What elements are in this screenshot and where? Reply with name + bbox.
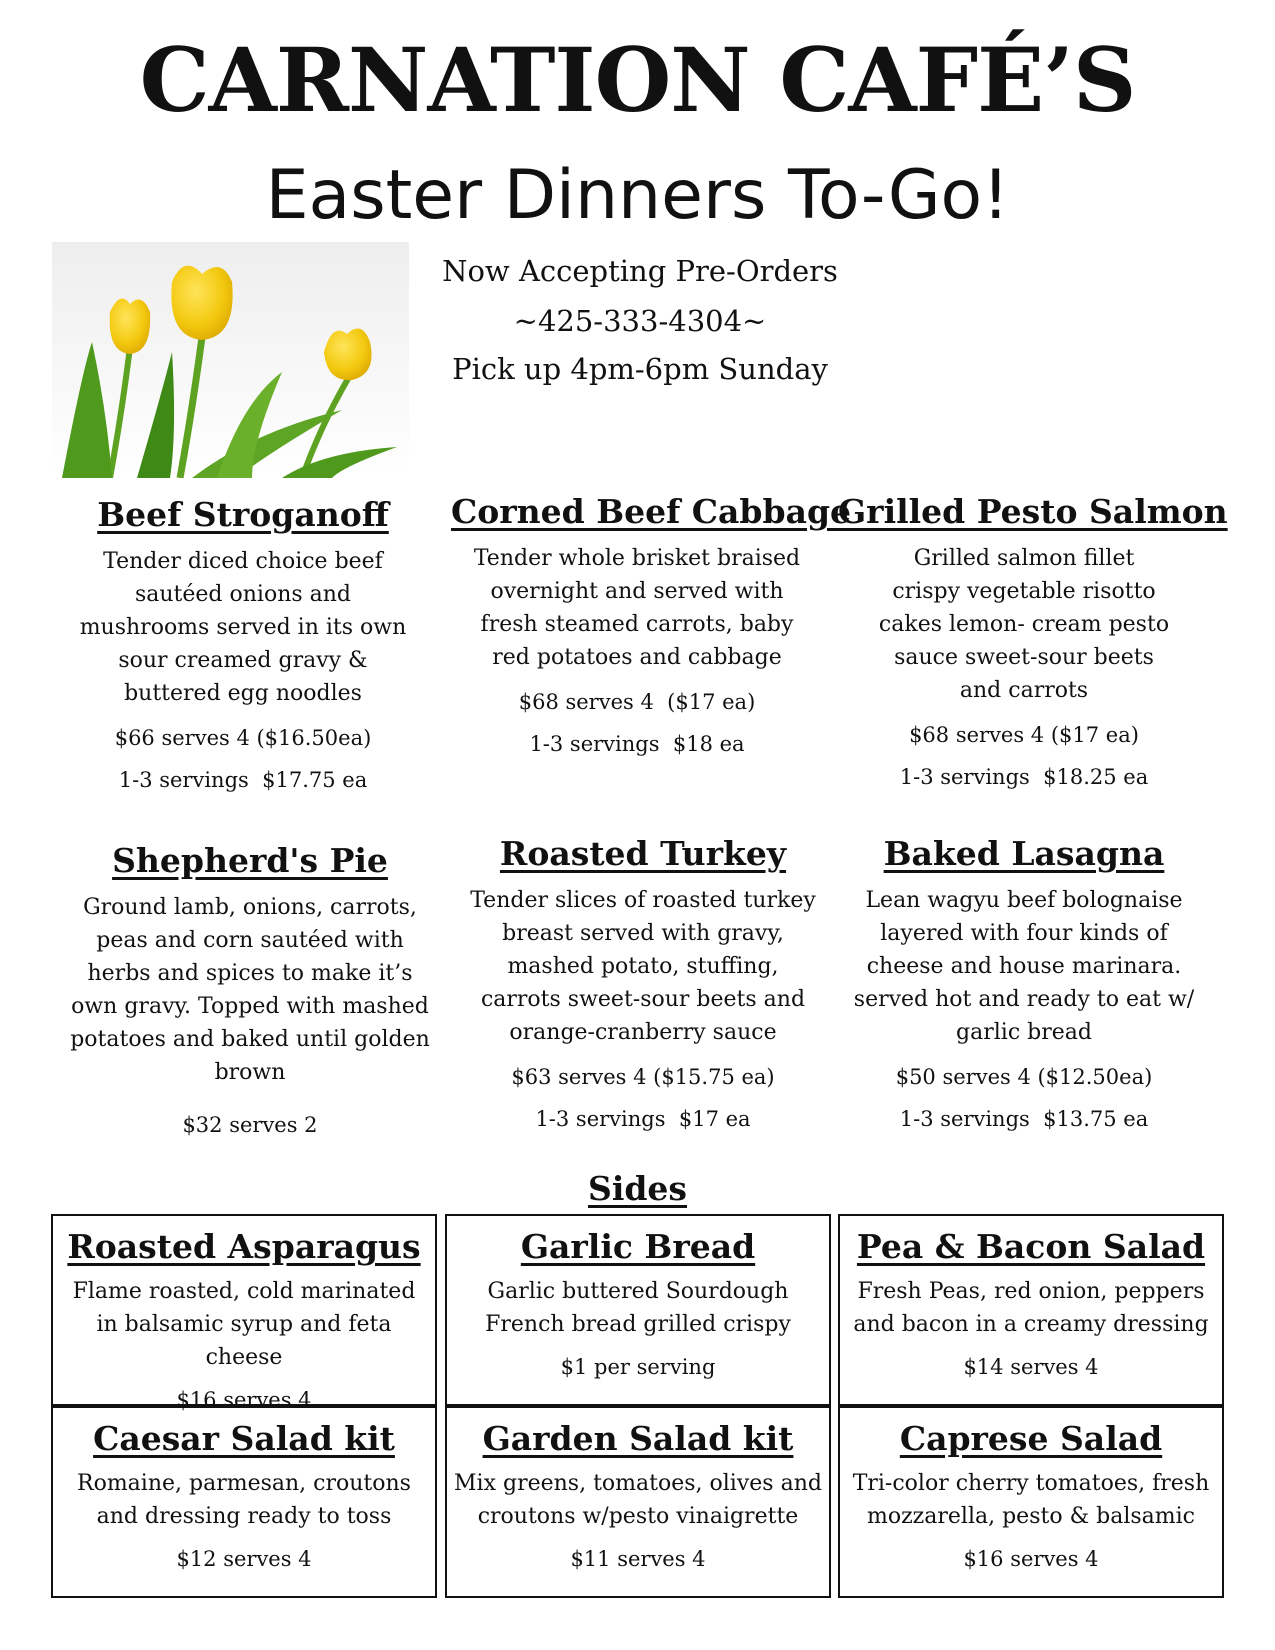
tulips-image: [52, 242, 409, 478]
dinner-price-single: 1-3 servings $18 ea: [529, 732, 745, 757]
dinner-price-single: 1-3 servings $17 ea: [535, 1107, 751, 1132]
side-description: Tri-color cherry tomatoes, fresh mozzarella, pesto & balsamic: [852, 1471, 1210, 1530]
page-title: CARNATION CAFÉ’S: [139, 28, 1136, 132]
dinner-name: Grilled Pesto Salmon: [838, 492, 1228, 531]
dinner-description: Tender whole brisket braised overnight and served with fresh steamed carrots, baby red potatoes and cabbage: [473, 546, 801, 671]
side-item: [838, 1214, 1224, 1406]
side-price: $1 per serving: [560, 1355, 716, 1380]
side-item: [445, 1406, 831, 1598]
side-price: $16 serves 4: [176, 1388, 312, 1413]
dinner-item: [57, 494, 429, 794]
side-price: $12 serves 4: [176, 1547, 312, 1572]
dinner-price-single: 1-3 servings $17.75 ea: [118, 768, 368, 793]
side-name: Pea & Bacon Salad: [856, 1227, 1206, 1266]
side-price: $11 serves 4: [570, 1547, 706, 1572]
dinner-price-single: 1-3 servings $13.75 ea: [899, 1107, 1149, 1132]
dinner-price-group: $63 serves 4 ($15.75 ea): [511, 1065, 775, 1090]
side-item: [51, 1406, 437, 1598]
side-description: Fresh Peas, red onion, peppers and bacon in a creamy dressing: [853, 1279, 1209, 1338]
side-description: Mix greens, tomatoes, olives and croutons w/pesto vinaigrette: [454, 1471, 822, 1530]
dinner-name: Roasted Turkey: [499, 834, 787, 873]
side-description: Flame roasted, cold marinated in balsamic syrup and feta cheese: [72, 1279, 416, 1371]
page-subtitle: Easter Dinners To-Go!: [265, 156, 1010, 235]
dinner-price-group: $68 serves 4 ($17 ea): [518, 690, 756, 715]
dinner-item: [64, 840, 436, 1139]
dinner-price-group: $32 serves 2: [182, 1113, 318, 1138]
phone-number: ~425-333-4304~: [513, 304, 767, 338]
dinner-price-group: $66 serves 4 ($16.50ea): [114, 726, 372, 751]
side-name: Caprese Salad: [899, 1419, 1163, 1458]
dinner-item: [838, 491, 1228, 791]
side-description: Romaine, parmesan, croutons and dressing ready to toss: [77, 1471, 411, 1530]
dinner-description: Ground lamb, onions, carrots, peas and corn sautéed with herbs and spices to make it’s own gravy. Topped with mashed potatoes and baked until golden brown: [70, 895, 430, 1086]
dinner-description: Lean wagyu beef bolognaise layered with four kinds of cheese and house marinara. served hot and ready to eat w/ garlic bread: [853, 888, 1195, 1046]
dinner-description: Grilled salmon fillet crispy vegetable risotto cakes lemon- cream pesto sauce sweet-sour beets and carrots: [878, 546, 1170, 704]
side-description: Garlic buttered Sourdough French bread grilled crispy: [485, 1279, 791, 1338]
side-item: [838, 1406, 1224, 1598]
dinner-item: [457, 833, 829, 1133]
dinner-item: [451, 491, 852, 758]
dinner-item: [838, 833, 1210, 1133]
side-item: [51, 1214, 437, 1413]
dinner-price-group: $68 serves 4 ($17 ea): [909, 723, 1139, 748]
side-name: Caesar Salad kit: [93, 1419, 395, 1458]
dinner-price-single: 1-3 servings $18.25 ea: [899, 765, 1149, 790]
dinner-description: Tender slices of roasted turkey breast served with gravy, mashed potato, stuffing, carrots sweet-sour beets and orange-cranberry sauce: [470, 888, 816, 1046]
side-price: $14 serves 4: [963, 1355, 1099, 1380]
dinner-name: Shepherd's Pie: [112, 841, 388, 880]
dinner-name: Baked Lasagna: [883, 834, 1165, 873]
side-name: Garlic Bread: [520, 1227, 756, 1266]
dinner-description: Tender diced choice beef sautéed onions and mushrooms served in its own sour creamed gravy & buttered egg noodles: [79, 549, 407, 707]
sides-heading: Sides: [587, 1169, 688, 1208]
dinner-name: Corned Beef Cabbage: [451, 492, 852, 531]
side-name: Garden Salad kit: [482, 1419, 794, 1458]
side-price: $16 serves 4: [963, 1547, 1099, 1572]
side-item: [445, 1214, 831, 1406]
pickup-time: Pick up 4pm-6pm Sunday: [452, 352, 828, 386]
preorder-notice: Now Accepting Pre-Orders: [442, 254, 838, 288]
dinner-name: Beef Stroganoff: [97, 495, 389, 534]
side-name: Roasted Asparagus: [67, 1227, 421, 1266]
dinner-price-group: $50 serves 4 ($12.50ea): [895, 1065, 1153, 1090]
